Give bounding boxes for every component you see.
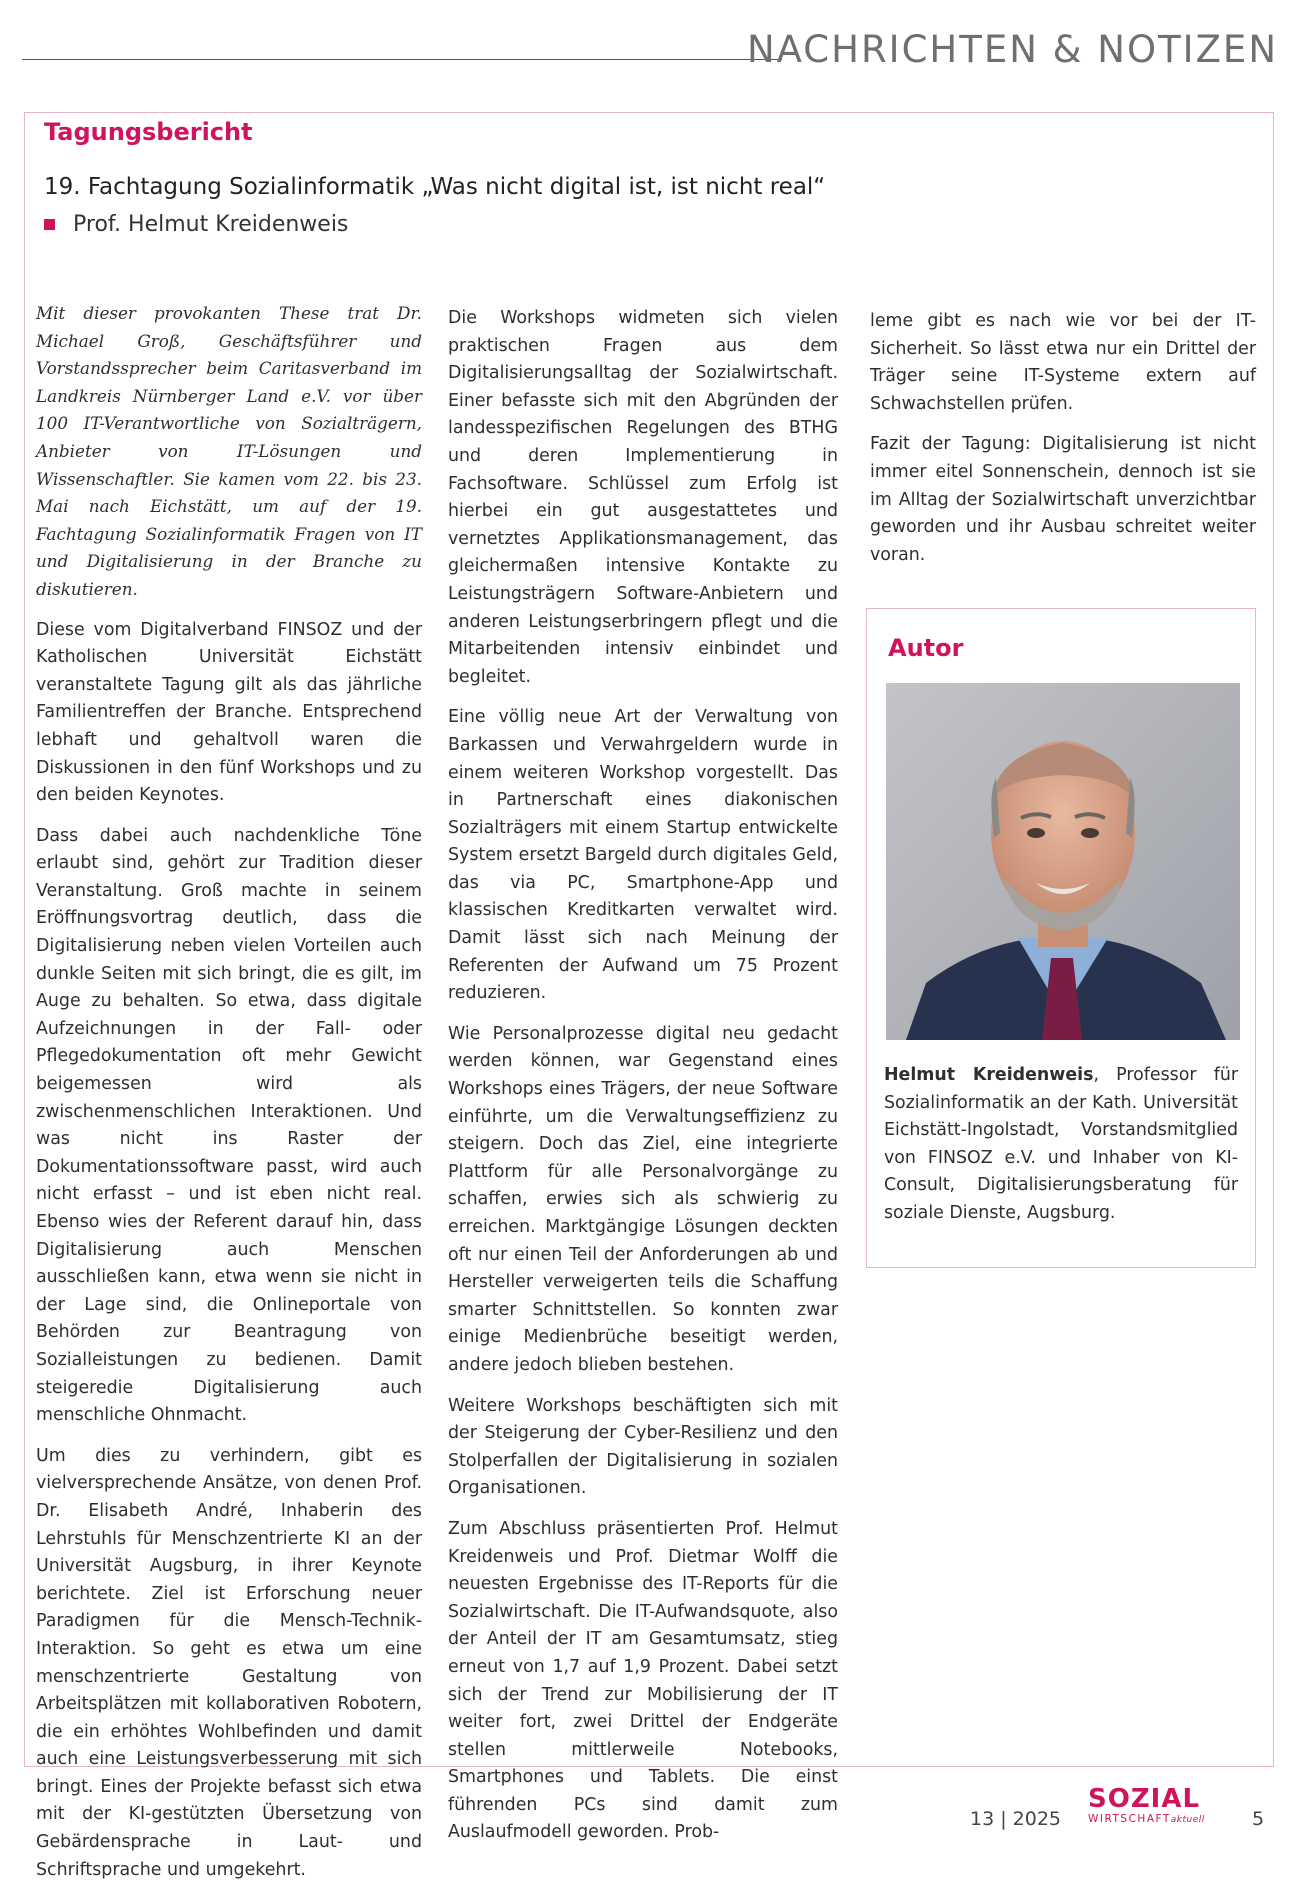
fazit-label: Fazit der Tagung [870, 434, 1025, 455]
body-paragraph: Diese vom Digitalverband FINSOZ und der Katholischen Universität Eichstätt veranstaltete Tagung gilt als das jährliche Familientreffen der Branche. Entsprechend lebhaft und gehaltvoll waren die Diskussionen in den fünf Workshops und zu den beiden Keynotes. [36, 619, 422, 806]
article-kicker: Tagungsbericht [44, 118, 253, 146]
author-bio [884, 1062, 1238, 1228]
author-bio-text: , Professor für Sozialinformatik an der Kath. Universität Eichstätt-Ingolstadt, Vorstandsmitglied von FINSOZ e.V. und Inhaber von KI-Consult, Digitalisierungsberatung für soziale Dienste, Augsburg. [884, 1065, 1238, 1223]
body-paragraph: Zum Abschluss präsentierten Prof. Helmut Kreidenweis und Prof. Dietmar Wolff die neuesten Ergebnisse des IT-Reports für die Sozialwirtschaft. Die IT-Aufwandsquote, also der Anteil der IT am Gesamtumsatz, stieg erneut von 1,7 auf 1,9 Prozent. Dabei setzt sich der Trend zur Mobilisierung der IT weiter fort, zwei Drittel der Endgeräte stellen mittlerweile Notebooks, Smartphones und Tablets. Die einst führenden PCs sind damit zum Auslaufmodell geworden. Prob- [448, 1518, 838, 1843]
author-heading: Autor [888, 634, 964, 662]
fazit-paragraph [870, 431, 1256, 569]
body-paragraph: leme gibt es nach wie vor bei der IT-Sicherheit. So lässt etwa nur ein Drittel der Träger seine IT-Systeme extern auf Schwachstellen prüfen. [870, 311, 1256, 414]
byline-square-icon [44, 219, 55, 230]
lead-paragraph: Mit dieser provokanten These trat Dr. Michael Groß, Geschäftsführer und Vorstandssprecher beim Caritasverband im Landkreis Nürnberger Land e.V. vor über 100 IT-Verantwortliche von Sozialträgern, Anbieter von IT-Lösungen und Wissenschaftler. Sie kamen vom 22. bis 23. Mai nach Eichstätt, um auf der 19. Fachtagung Sozialinformatik Fragen von IT und Digitalisierung in der Branche zu diskutieren. [36, 303, 422, 599]
author-portrait [886, 683, 1240, 1040]
article-column-3 [870, 308, 1256, 582]
portrait-illustration [886, 683, 1240, 1040]
issue-number: 13 | 2025 [970, 1808, 1062, 1830]
byline-author: Prof. Helmut Kreidenweis [73, 212, 349, 237]
body-paragraph: Weitere Workshops beschäftigten sich mit der Steigerung der Cyber-Resilienz und den Stolperfallen der Digitalisierung in sozialen Organisationen. [448, 1395, 838, 1499]
section-title: NACHRICHTEN & NOTIZEN [746, 28, 1278, 71]
logo-suffix: aktuell [1170, 1815, 1205, 1825]
body-paragraph: Eine völlig neue Art der Verwaltung von Barkassen und Verwahrgeldern wurde in einem weiteren Workshop vorgestellt. Das in Partnerschaft eines diakonischen Sozialträgers mit einem Startup entwickelte System ersetzt Bargeld durch digitales Geld, das via PC, Smartphone-App und klassischen Kreditkarten verwaltet wird. Damit lässt sich nach Meinung der Referenten der Aufwand um 75 Prozent reduzieren. [448, 707, 838, 1004]
page-number: 5 [1252, 1808, 1265, 1830]
logo-top: SOZIAL [1088, 1784, 1201, 1814]
fazit-text: : Digitalisierung ist nicht immer eitel Sonnenschein, dennoch ist sie im Alltag der Sozialwirtschaft unverzichtbar geworden und ihr Ausbau schreitet weiter voran. [870, 434, 1256, 565]
body-paragraph: Um dies zu verhindern, gibt es vielversprechende Ansätze, von denen Prof. Dr. Elisabeth André, Inhaberin des Lehrstuhls für Menschzentrierte KI an der Universität Augsburg, in ihrer Keynote berichtete. Ziel ist Erforschung neuer Paradigmen für die Mensch-Technik-Interaktion. So geht es etwa um eine menschzentrierte Gestaltung von Arbeitsplätzen mit kollaborativen Robotern, die ein erhöhtes Wohlbefinden und damit auch eine Leistungsverbesserung mit sich bringt. Eines der Projekte befasst sich etwa mit der KI-gestützten Übersetzung von Gebärdensprache in Laut- und Schriftsprache und umgekehrt. [36, 1445, 422, 1880]
magazine-logo [1088, 1785, 1205, 1826]
article-column-1 [36, 300, 422, 1897]
header-rule [22, 59, 782, 60]
author-name: Helmut Kreidenweis [884, 1065, 1094, 1085]
body-paragraph: Wie Personalprozesse digital neu gedacht werden können, war Gegenstand eines Workshops eines Trägers, der neue Software einführte, um die Verwaltungseffizienz zu steigern. Doch das Ziel, eine integrierte Plattform für alle Personalvorgänge zu schaffen, erwies sich als schwierig zu erreichen. Marktgängige Lösungen deckten oft nur einen Teil der Anforderungen ab und Hersteller verweigerten teils die Schaffung smarter Schnittstellen. So konnten zwar einige Medienbrüche beseitigt werden, andere jedoch blieben bestehen. [448, 1023, 838, 1375]
article-column-2 [448, 305, 838, 1860]
article-headline: 19. Fachtagung Sozialinformatik „Was nicht digital ist, ist nicht real“ [44, 174, 826, 200]
logo-bottom [1088, 1813, 1205, 1826]
logo-bottom-text: WIRTSCHAFT [1088, 1813, 1171, 1825]
article-byline [44, 212, 348, 237]
body-paragraph: Dass dabei auch nachdenkliche Töne erlaubt sind, gehört zur Tradition dieser Veranstaltung. Groß machte in seinem Eröffnungsvortrag deutlich, dass die Digitalisierung neben vielen Vorteilen auch dunkle Seiten mit sich bringt, die es gilt, im Auge zu behalten. So etwa, dass digitale Aufzeichnungen in der Fall- oder Pflegedokumentation oft mehr Gewicht beigemessen wird als zwischenmenschlichen Interaktionen. Und was nicht ins Raster der Dokumentationssoftware passt, wird auch nicht erfasst – und ist eben nicht real. Ebenso wies der Referent darauf hin, dass Digitalisierung auch Menschen ausschließen kann, etwa wenn sie nicht in der Lage sind, die Onlineportale von Behörden zur Beantragung von Sozialleistungen zu bedienen. Damit steigeredie Digitalisierung auch menschliche Ohnmacht. [36, 825, 422, 1426]
body-paragraph: Die Workshops widmeten sich vielen praktischen Fragen aus dem Digitalisierungsalltag der Sozialwirtschaft. Einer befasste sich mit den Abgründen der landesspezifischen Regelungen des BTHG und deren Implementierung in Fachsoftware. Schlüssel zum Erfolg ist hierbei ein gut ausgestattetes und vernetztes Applikationsmanagement, das gleichermaßen intensive Kontakte zu Leistungsträgern Software-Anbietern und anderen Leistungserbringern pflegt und die Mitarbeitenden intensiv einbindet und begleitet. [448, 308, 838, 687]
